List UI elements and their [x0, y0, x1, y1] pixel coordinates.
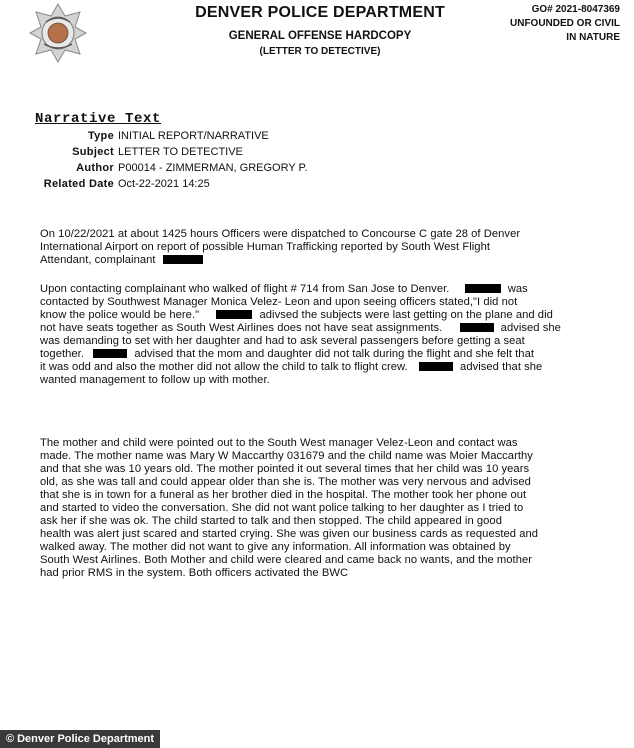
- redaction-bar: [216, 310, 252, 319]
- text-line: was demanding to set with her daughter and had to ask several passengers before getting a seat: [40, 335, 525, 347]
- metadata-label: Subject: [72, 146, 114, 158]
- text-line: [40, 309, 610, 322]
- redaction-bar: [465, 284, 501, 293]
- image-credit-footer: [0, 730, 160, 748]
- redaction-bar: [93, 349, 127, 358]
- text-segment: Upon contacting complainant who walked of flight # 714 from San Jose to Denver.: [40, 283, 450, 295]
- text-line: On 10/22/2021 at about 1425 hours Officers were dispatched to Concourse C gate 28 of Denver: [40, 228, 521, 240]
- metadata-row-subject: [20, 146, 308, 162]
- narrative-paragraph-3: [40, 437, 610, 580]
- text-segment: not have seats together as South West Airlines does not have seat assignments.: [40, 322, 443, 334]
- badge-star: [30, 4, 86, 62]
- narrative-heading: Narrative Text: [35, 111, 162, 127]
- text-line: health was alert just scared and started crying. She was given our business cards as requested and: [40, 528, 539, 540]
- redaction-bar: [163, 255, 203, 264]
- metadata-value: INITIAL REPORT/NARRATIVE: [118, 130, 269, 142]
- text-line: wanted management to follow up with mother.: [40, 374, 270, 386]
- text-segment: it was odd and also the mother did not allow the child to talk to flight crew.: [40, 361, 408, 373]
- text-segment: adivsed the subjects were last getting on the plane and did: [259, 309, 553, 321]
- text-line: [40, 322, 610, 335]
- narrative-paragraph-1: [40, 228, 610, 267]
- case-info-block: [510, 3, 620, 45]
- credit-text: Denver Police Department: [17, 733, 155, 745]
- text-line: walked away. The mother did not want to give any information. All information was obtained by: [40, 541, 511, 553]
- text-line: and that she was 10 years old. The mother pointed it out several times that her child was 10 years: [40, 463, 530, 475]
- redaction-bar: [460, 323, 494, 332]
- department-title: DENVER POLICE DEPARTMENT: [195, 4, 445, 21]
- narrative-paragraph-2: [40, 283, 610, 387]
- text-line: South West Airlines. Both Mother and child were cleared and came back no wants, and the mother: [40, 554, 533, 566]
- metadata-label: Related Date: [43, 178, 114, 190]
- text-line: had prior RMS in the system. Both officers activated the BWC: [40, 567, 349, 579]
- text-segment: Attendant, complainant: [40, 254, 156, 266]
- text-segment: know the police would be here.": [40, 309, 200, 321]
- police-badge-logo: [28, 2, 88, 64]
- text-line: made. The mother name was Mary W Maccarthy 031679 and the child name was Moier Maccarthy: [40, 450, 533, 462]
- narrative-metadata: [20, 130, 308, 194]
- text-segment: advised that the mom and daughter did not talk during the flight and she felt that: [134, 348, 534, 360]
- metadata-value: Oct-22-2021 14:25: [118, 178, 210, 190]
- metadata-row-type: [20, 130, 308, 146]
- metadata-row-author: [20, 162, 308, 178]
- text-line: International Airport on report of possible Human Trafficking reported by South West Flight: [40, 241, 491, 253]
- go-number: GO# 2021-8047369: [531, 4, 620, 15]
- case-status-line-2: IN NATURE: [566, 32, 620, 43]
- text-segment: together.: [40, 348, 84, 360]
- text-line: that she is in town for a funeral as her brother died in the hospital. The mother took her phone out: [40, 489, 527, 501]
- text-segment: was: [507, 283, 528, 295]
- metadata-label: Author: [76, 162, 114, 174]
- text-line: old, as she was tall and could appear older than she is. The mother was very nervous and advised: [40, 476, 531, 488]
- case-status-line-1: UNFOUNDED OR CIVIL: [510, 18, 620, 29]
- metadata-row-related-date: [20, 178, 308, 194]
- text-line: [40, 283, 610, 296]
- metadata-value: P00014 - ZIMMERMAN, GREGORY P.: [118, 162, 308, 174]
- text-line: [40, 348, 610, 361]
- text-segment: advised she: [500, 322, 561, 334]
- text-line: [40, 361, 610, 374]
- copyright-icon: ©: [6, 733, 15, 745]
- metadata-value: LETTER TO DETECTIVE: [118, 146, 243, 158]
- metadata-label: Type: [87, 130, 114, 142]
- report-type-title: GENERAL OFFENSE HARDCOPY: [228, 30, 412, 42]
- redaction-bar: [419, 362, 453, 371]
- text-line: [40, 254, 610, 267]
- report-subtype: (LETTER TO DETECTIVE): [259, 46, 381, 57]
- text-line: ask her if she was ok. The child started to talk and then stopped. The child appeared in good: [40, 515, 502, 527]
- text-segment: advised that she: [460, 361, 543, 373]
- text-line: contacted by Southwest Manager Monica Velez- Leon and upon seeing officers stated,"I did not: [40, 296, 518, 308]
- text-line: and started to video the conversation. She did not want police talking to her daughter as I tried to: [40, 502, 524, 514]
- text-line: The mother and child were pointed out to the South West manager Velez-Leon and contact was: [40, 437, 518, 449]
